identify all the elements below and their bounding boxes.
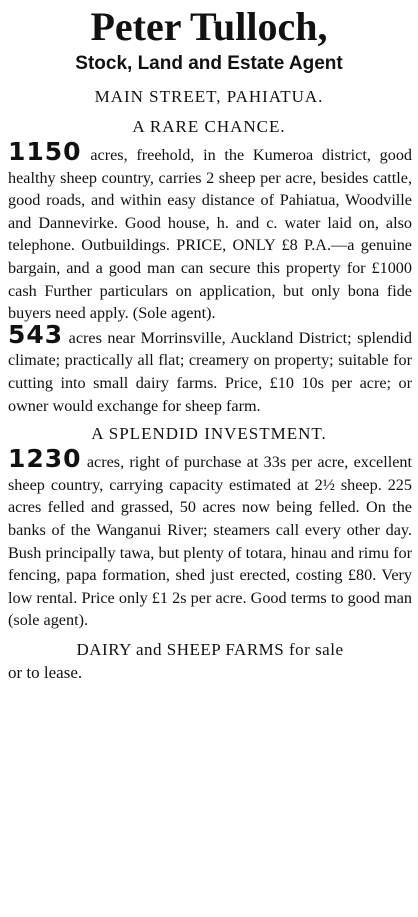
section-heading-rare-chance: A RARE CHANCE. [132, 117, 286, 136]
listing-text: acres, right of purchase at 33s per acre, excellent sheep country, carrying capacity estimated at 2½ sheep. 225 acres felled and grassed, 50 acres now being felled. On the banks of the Wanganui River; steamers call every other day. Bush principally tawa, but plenty of totara, hinau and rimu for fencing, papa formation, shed just erected, costing £80. Very low rental. Price only £1 2s per acre. Good terms to good man (sole agent). [8, 453, 413, 630]
listing-543-acres [8, 319, 412, 417]
agent-address: MAIN STREET, PAHIATUA. [94, 87, 324, 106]
acreage-number: 1230 [8, 444, 82, 474]
section-heading-splendid-investment: A SPLENDID INVESTMENT. [91, 424, 327, 444]
listing-1150-acres [8, 137, 413, 325]
agent-title: Stock, Land and Estate Agent [75, 53, 343, 74]
footer-notice [8, 638, 412, 684]
footer-line-1: DAIRY and SHEEP FARMS for sale [76, 639, 344, 659]
listing-text: acres, freehold, in the Kumeroa district, good healthy sheep country, carries 2 sheep per acre, besides cattle, good roads, and within easy distance of Pahiatua, Woodville and Dannevirke. Good house, h. and c. water laid on, also telephone. Outbuildings. PRICE, ONLY £8 P.A.—a genuine bargain, and a good man can secure this property for £1000 cash Further particulars on application, but only bona fide buyers need apply. (Sole agent). [8, 146, 413, 323]
agent-name: Peter Tulloch, [90, 4, 328, 49]
listing-1230-acres [8, 444, 413, 632]
acreage-number: 1150 [8, 137, 82, 166]
footer-line-2: or to lease. [8, 662, 83, 682]
acreage-number: 543 [8, 319, 64, 349]
listing-text: acres near Morrinsville, Auckland District; splendid climate; practically all flat; creamery on property; suitable for cutting into small dairy farms. Price, £10 10s per acre; or owner would exchange for sheep farm. [8, 328, 412, 415]
